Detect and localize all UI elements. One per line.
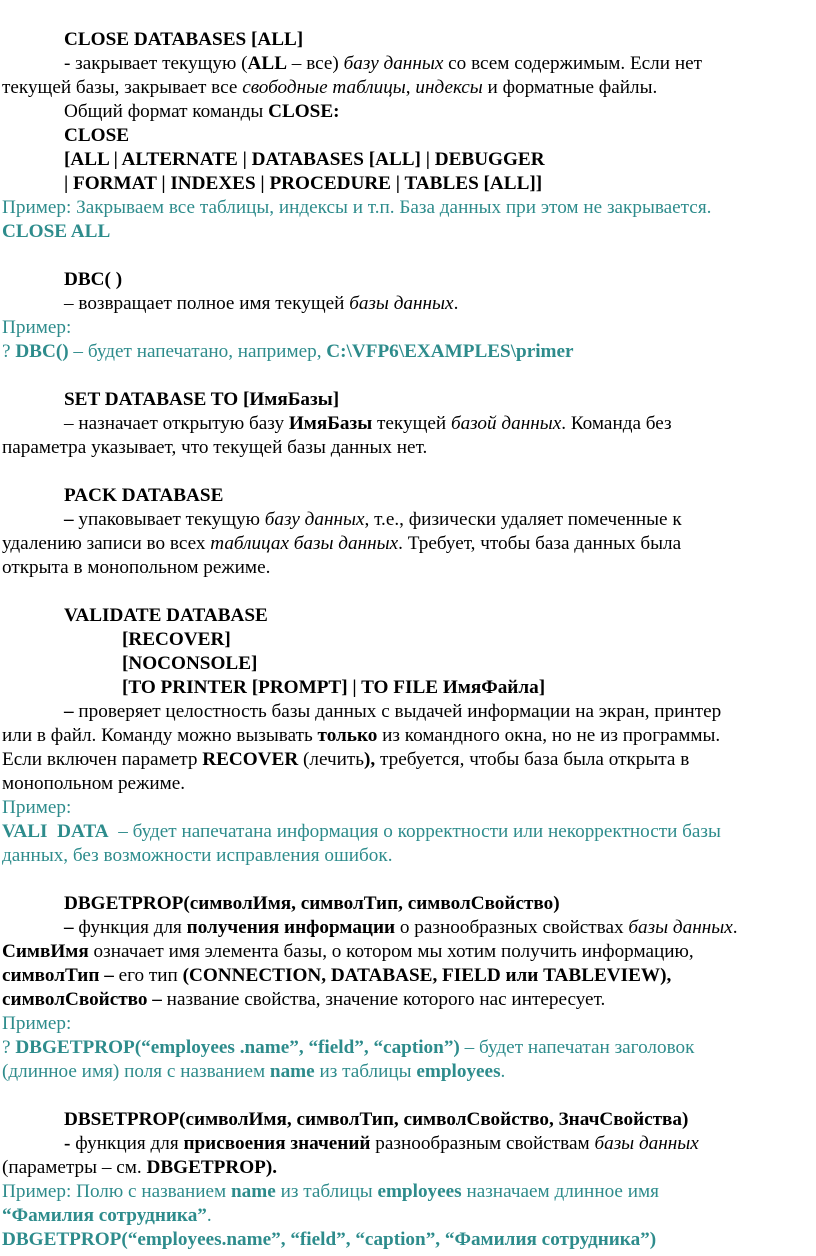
dbget-desc-line-3: символТип – его тип (CONNECTION, DATABASE, FIELD или TABLEVIEW), (2, 965, 672, 986)
dbget-example-line-1: ? DBGETPROP(“employees .name”, “field”, “caption”) – будет напечатан заголовок (2, 1037, 695, 1058)
dbc-desc-line: – возвращает полное имя текущей базы данных. (64, 293, 459, 314)
dbget-desc-line-4: символСвойство – название свойства, значение которого нас интересует. (2, 989, 606, 1010)
dbc-example-line: ? DBC() – будет напечатано, например, C:\VFP6\EXAMPLES\primer (2, 341, 574, 362)
validate-option-noconsole: [NOCONSOLE] (122, 653, 258, 674)
pack-desc-line-1: – упаковывает текущую базу данных, т.е., физически удаляет помеченные к (64, 509, 682, 530)
dbget-heading: DBGETPROP(символИмя, символТип, символСвойство) (64, 893, 560, 914)
dbset-example-line-2: “Фамилия сотрудника”. (2, 1205, 212, 1226)
pack-heading: PACK DATABASE (64, 485, 224, 506)
validate-heading: VALIDATE DATABASE (64, 605, 268, 626)
close-format-line: Общий формат команды CLOSE: (64, 101, 340, 122)
validate-example-line-1: VALI DATA – будет напечатана информация о корректности или некорректности базы (2, 821, 721, 842)
close-syntax-line-3: | FORMAT | INDEXES | PROCEDURE | TABLES [ALL]] (64, 173, 543, 194)
pack-desc-line-2: удалению записи во всех таблицах базы данных. Требует, чтобы база данных была (2, 533, 682, 554)
validate-desc-line-4: монопольном режиме. (2, 773, 186, 794)
close-syntax-line-1: CLOSE (64, 125, 130, 146)
validate-example-label: Пример: (2, 797, 72, 818)
dbset-heading: DBSETPROP(символИмя, символТип, символСвойство, ЗначСвойства) (64, 1109, 689, 1130)
dbset-example-line-1: Пример: Полю с названием name из таблицы employees назначаем длинное имя (2, 1181, 659, 1202)
dbget-desc-line-1: – функция для получения информации о разнообразных свойствах базы данных. (64, 917, 738, 938)
pack-desc-line-3: открыта в монопольном режиме. (2, 557, 271, 578)
dbc-example-label: Пример: (2, 317, 72, 338)
validate-option-output: [TO PRINTER [PROMPT] | TO FILE ИмяФайла] (122, 677, 546, 698)
setdb-desc-line-1: – назначает открытую базу ИмяБазы текущей базой данных. Команда без (64, 413, 672, 434)
dbset-desc-line-2: (параметры – см. DBGETPROP). (2, 1157, 278, 1178)
close-heading: CLOSE DATABASES [ALL] (64, 29, 304, 50)
close-syntax-line-2: [ALL | ALTERNATE | DATABASES [ALL] | DEBUGGER (64, 149, 545, 170)
validate-option-recover: [RECOVER] (122, 629, 231, 650)
close-example-command: CLOSE ALL (2, 221, 111, 242)
dbget-desc-line-2: СимвИмя означает имя элемента базы, о котором мы хотим получить информацию, (2, 941, 694, 962)
close-desc-line-1: - закрывает текущую (ALL – все) базу данных со всем содержимым. Если нет (64, 53, 702, 74)
setdb-desc-line-2: параметра указывает, что текущей базы данных нет. (2, 437, 428, 458)
validate-desc-line-3: Если включен параметр RECOVER (лечить), требуется, чтобы база была открыта в (2, 749, 690, 770)
dbget-example-line-2: (длинное имя) поля с названием name из таблицы employees. (2, 1061, 506, 1082)
close-example-text: Пример: Закрываем все таблицы, индексы и т.п. База данных при этом не закрывается. (2, 197, 712, 218)
validate-desc-line-2: или в файл. Команду можно вызывать только из командного окна, но не из программы. (2, 725, 721, 746)
validate-desc-line-1: – проверяет целостность базы данных с выдачей информации на экран, принтер (64, 701, 722, 722)
dbc-heading: DBC( ) (64, 269, 123, 290)
setdb-heading: SET DATABASE TO [ИмяБазы] (64, 389, 340, 410)
dbset-example-command: DBGETPROP(“employees.name”, “field”, “caption”, “Фамилия сотрудника”) (2, 1229, 657, 1250)
close-desc-line-2: текущей базы, закрывает все свободные таблицы, индексы и форматные файлы. (2, 77, 658, 98)
validate-example-line-2: данных, без возможности исправления ошибок. (2, 845, 393, 866)
dbget-example-label: Пример: (2, 1013, 72, 1034)
dbset-desc-line-1: - функция для присвоения значений разнообразным свойствам базы данных (64, 1133, 699, 1154)
